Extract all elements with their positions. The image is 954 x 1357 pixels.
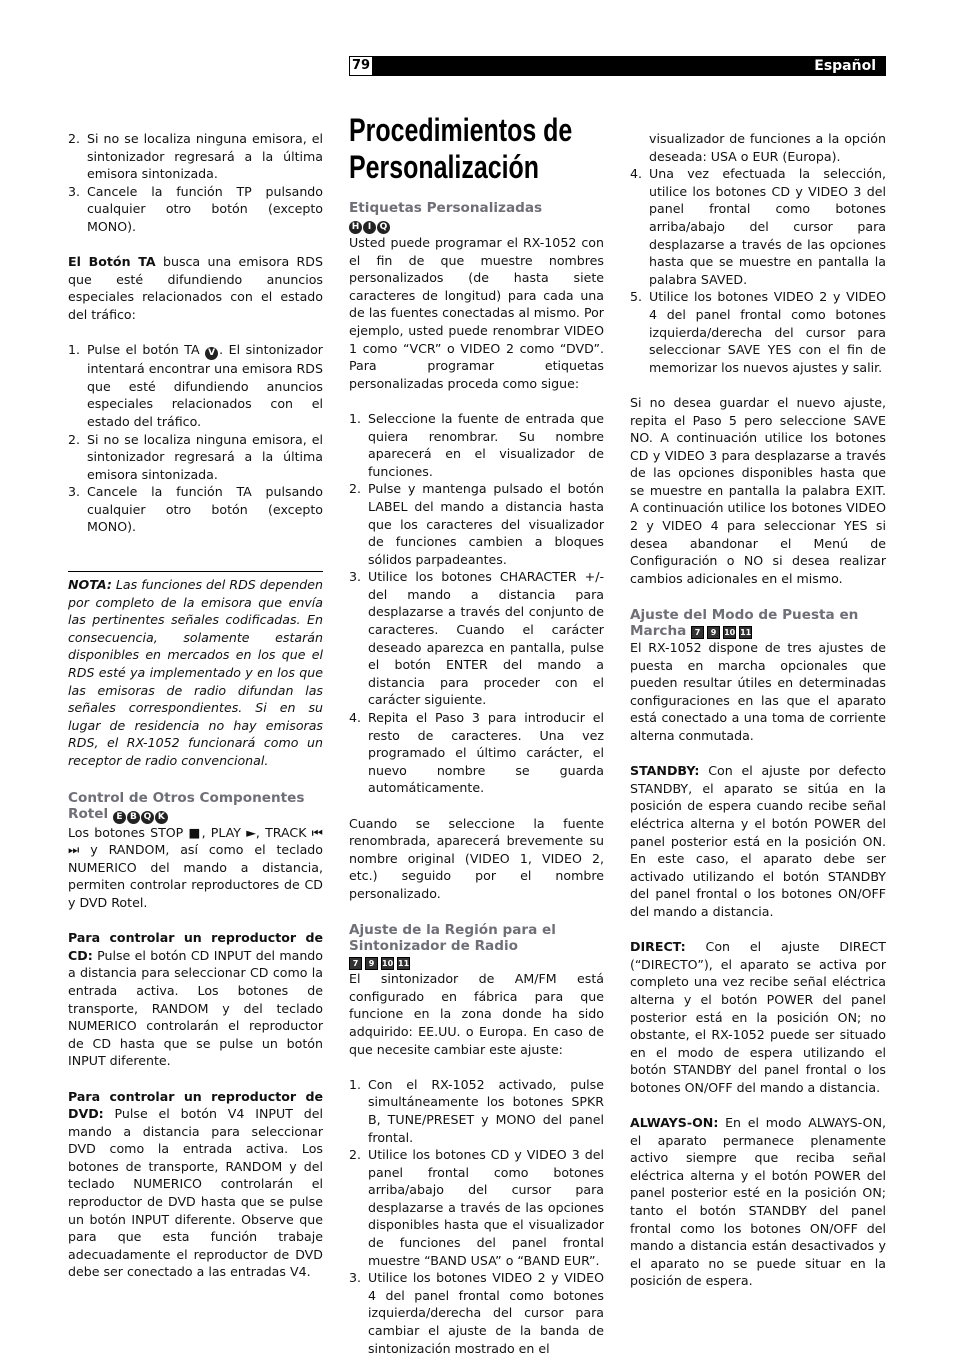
language-label: Español [814,58,876,74]
list-item: 2. Pulse y mantenga pulsado el botón LABEL del mando a distancia hasta que los caracteres del visualizador de funciones cambien a bloques sólidos parpadeantes. [349,481,604,567]
labels-intro: Usted puede programar el RX-1052 con el fin de que muestre nombres personalizados (de hasta siete caracteres de longitud) para cada una de las fuentes conectadas al mismo. Por ejemplo, usted puede renombrar VIDEO 1 como “VCR” o VIDEO 2 como “DVD”. Para programar etiquetas personalizadas proceda como sigue: [349,235,604,391]
region-steps-list [349,1076,604,1357]
save-no-paragraph: Si no desea guardar el nuevo ajuste, repita el Paso 5 pero seleccione SAVE NO. A continuación utilice los botones CD y VIDEO 3 para desplazarse a través de las opciones disponibles hasta que se muestre en pantalla la palabra EXIT. A continuación utilice los botones VIDEO 2 y VIDEO 4 para seleccionar YES si desea abandonar el Menú de Configuración o NO si desea realizar cambios adicionales en el mismo. [630,394,886,586]
front-panel-key-badge: 7 [349,957,362,970]
remote-key-badge: H [349,221,362,234]
always-on-paragraph: ALWAYS-ON: En el modo ALWAYS-ON, el aparato permanece plenamente activo siempre que reciba señal eléctrica alterna y el botón POWER del panel posterior esté en la posición ON; tanto el botón STANDBY del panel frontal como los botones ON/OFF del mando a distancia están desactivados y el aparato no se puede situar en la posición de espera. [630,1115,886,1289]
remote-key-badge: Q [377,221,390,234]
list-item: 2. Si no se localiza ninguna emisora, el sintonizador regresará a la última emisora sintonizada. [68,431,323,482]
list-item: 1. Pulse el botón TA V . El sintonizador intentará encontrar una emisora RDS que esté difundiendo anuncios especiales relacionados con el estado del tráfico. [68,342,323,429]
labels-heading: Etiquetas Personalizadas H I Q [349,200,543,232]
page-number: 79 [349,56,373,76]
region-steps-list-cont [630,165,886,376]
page-title: Procedimientos de Personalización [349,112,573,185]
list-item: 3. Utilice los botones CHARACTER +/- del mando a distancia para desplazarse a través del conjunto de caracteres. Cuando el carácter deseado aparezca en pantalla, pulse el botón ENTER del mando a distancia para proceder con el carácter siguiente. [349,569,604,708]
power-intro: El RX-1052 dispone de tres ajustes de puesta en marcha opcionales que pueden resultar útiles en determinadas configuraciones en las que el aparato está conectado a una toma de corriente alterna conmutada. [630,640,886,743]
column-middle [349,112,604,1357]
control-heading: Control de Otros Componentes Rotel E B Q K [68,789,305,822]
list-item: 3. Utilice los botones VIDEO 2 y VIDEO 4 del panel frontal como botones izquierda/derecha del cursor para cambiar el ajuste de la banda de sintonización mostrado en el [349,1270,604,1356]
list-item: 3. Cancele la función TA pulsando cualquier otro botón (excepto MONO). [68,484,323,535]
region-intro: El sintonizador de AM/FM está configurado en fábrica para que funcione en la zona donde ha sido adquirido: EE.UU. o Europa. En caso de que necesite cambiar este ajuste: [349,971,604,1057]
list-item: 4. Una vez efectuada la selección, utilice los botones CD y VIDEO 3 del panel frontal como botones arriba/abajo del cursor para desplazarse a través de las opciones hasta que se muestre en pantalla la palabra SAVED. [630,166,886,287]
cd-paragraph: Para controlar un reproductor de CD: Pulse el botón CD INPUT del mando a distancia para seleccionar CD como la entrada activa. Los botones de transporte, RANDOM y del teclado NUMERICO controlarán el reproductor de CD hasta que se pulse un botón INPUT diferente. [68,930,323,1069]
remote-key-badge: K [155,811,168,824]
list-item: 4. Repita el Paso 3 para introducir el resto de caracteres. Una vez programado el último carácter, el nuevo nombre se guarda automáticamente. [349,710,604,796]
front-panel-key-badge: 9 [365,957,378,970]
list-item: 3. Cancele la función TP pulsando cualquier otro botón (excepto MONO). [68,183,323,234]
column-left [68,130,323,1281]
standby-paragraph: STANDBY: Con el ajuste por defecto STANDBY, el aparato se sitúa en la posición de espera cuando recibe señal eléctrica alterna y el botón POWER del panel posterior está en la posición ON. En este caso, el aparato debe ser activado utilizando el botón STANDBY del panel frontal o los botones ON/OFF del mando a distancia. [630,763,886,919]
labels-after: Cuando se seleccione la fuente renombrada, aparecerá brevemente su nombre original (VIDEO 1, VIDEO 2, etc.) seguido por el nombre personalizado. [349,815,604,901]
list-item: 2. Si no se localiza ninguna emisora, el sintonizador regresará a la última emisora sintonizada. [68,131,323,182]
list-item: 1. Con el RX-1052 activado, pulse simultáneamente los botones SPKR B, TUNE/PRESET y MONO del panel frontal. [349,1076,604,1145]
remote-key-badge: E [113,811,126,824]
front-panel-key-badge: 11 [740,628,752,638]
power-mode-heading: Ajuste del Modo de Puesta en Marcha 7 9 10 11 [630,607,859,640]
direct-paragraph: DIRECT: Con el ajuste DIRECT (“DIRECTO”), el aparato se activa por completo una vez recibe señal eléctrica alterna y el botón POWER del panel posterior está en la posición ON; no obstante, el RX-1052 puede ser situado en el modo de espera utilizando el botón STANDBY del panel frontal o los botones ON/OFF del mando a distancia. [630,939,886,1095]
dvd-paragraph: Para controlar un reproductor de DVD: Pulse el botón V4 INPUT del mando a distancia para seleccionar DVD como la entrada activa. Los botones de transporte, RANDOM y del teclado NUMERICO controlarán el reproductor de DVD hasta que se pulse un botón INPUT diferente. Observe que para que esta función trabaje adecuadamente el reproductor de DVD debe ser conectado a las entradas V4. [68,1088,323,1280]
front-panel-key-badge: 11 [398,959,410,969]
remote-key-badge: I [363,221,376,234]
control-intro: Los botones STOP ■, PLAY ►, TRACK ⏮ ⏭ y RANDOM, así como el teclado NUMERICO del mando a distancia, permiten controlar reproductores de CD y DVD Rotel. [68,824,323,910]
region-heading: Ajuste de la Región para el Sintonizador de Radio 7 9 10 11 [349,922,556,969]
list-item: 5. Utilice los botones VIDEO 2 y VIDEO 4 del panel frontal como botones izquierda/derecha del cursor para seleccionar SAVE YES con el fin de memorizar los nuevos ajustes y salir. [630,289,886,375]
column-right [630,130,886,1290]
list-item: 2. Utilice los botones CD y VIDEO 3 del panel frontal como botones arriba/abajo del cursor para desplazarse a través de las opciones disponibles hasta que el visualizador de funciones del panel frontal muestre “BAND USA” o “BAND EUR”. [349,1147,604,1268]
page-header-bar [349,56,886,76]
remote-key-badge: B [127,811,140,824]
region-step-continuation: visualizador de funciones a la opción deseada: USA o EUR (Europa). [649,131,886,164]
front-panel-key-badge: 9 [707,626,720,639]
ta-paragraph: El Botón TA busca una emisora RDS que esté difundiendo anuncios especiales relacionados con el estado del tráfico: [68,254,323,322]
remote-key-badge: V [205,347,218,360]
front-panel-key-badge: 7 [691,626,704,639]
list-item: 1. Seleccione la fuente de entrada que quiera renombrar. Su nombre aparecerá en el visualizador de funciones. [349,410,604,479]
ta-steps-list [68,341,323,536]
tp-steps-list [68,130,323,236]
remote-key-badge: Q [141,811,154,824]
front-panel-key-badge: 10 [382,959,394,969]
nota-box: NOTA: Las funciones del RDS dependen por completo de la emisora que envía las pertinentes señales codificadas. En consecuencia, solamente estarán disponibles en mercados en los que el RDS esté ya implementado y en los que las emisoras de radio difundan las señales correspondientes. Si en su lugar de residencia no hay emisoras RDS, el RX-1052 funcionará como un receptor de radio convencional. [68,571,323,770]
front-panel-key-badge: 10 [724,628,736,638]
labels-steps-list [349,410,604,797]
